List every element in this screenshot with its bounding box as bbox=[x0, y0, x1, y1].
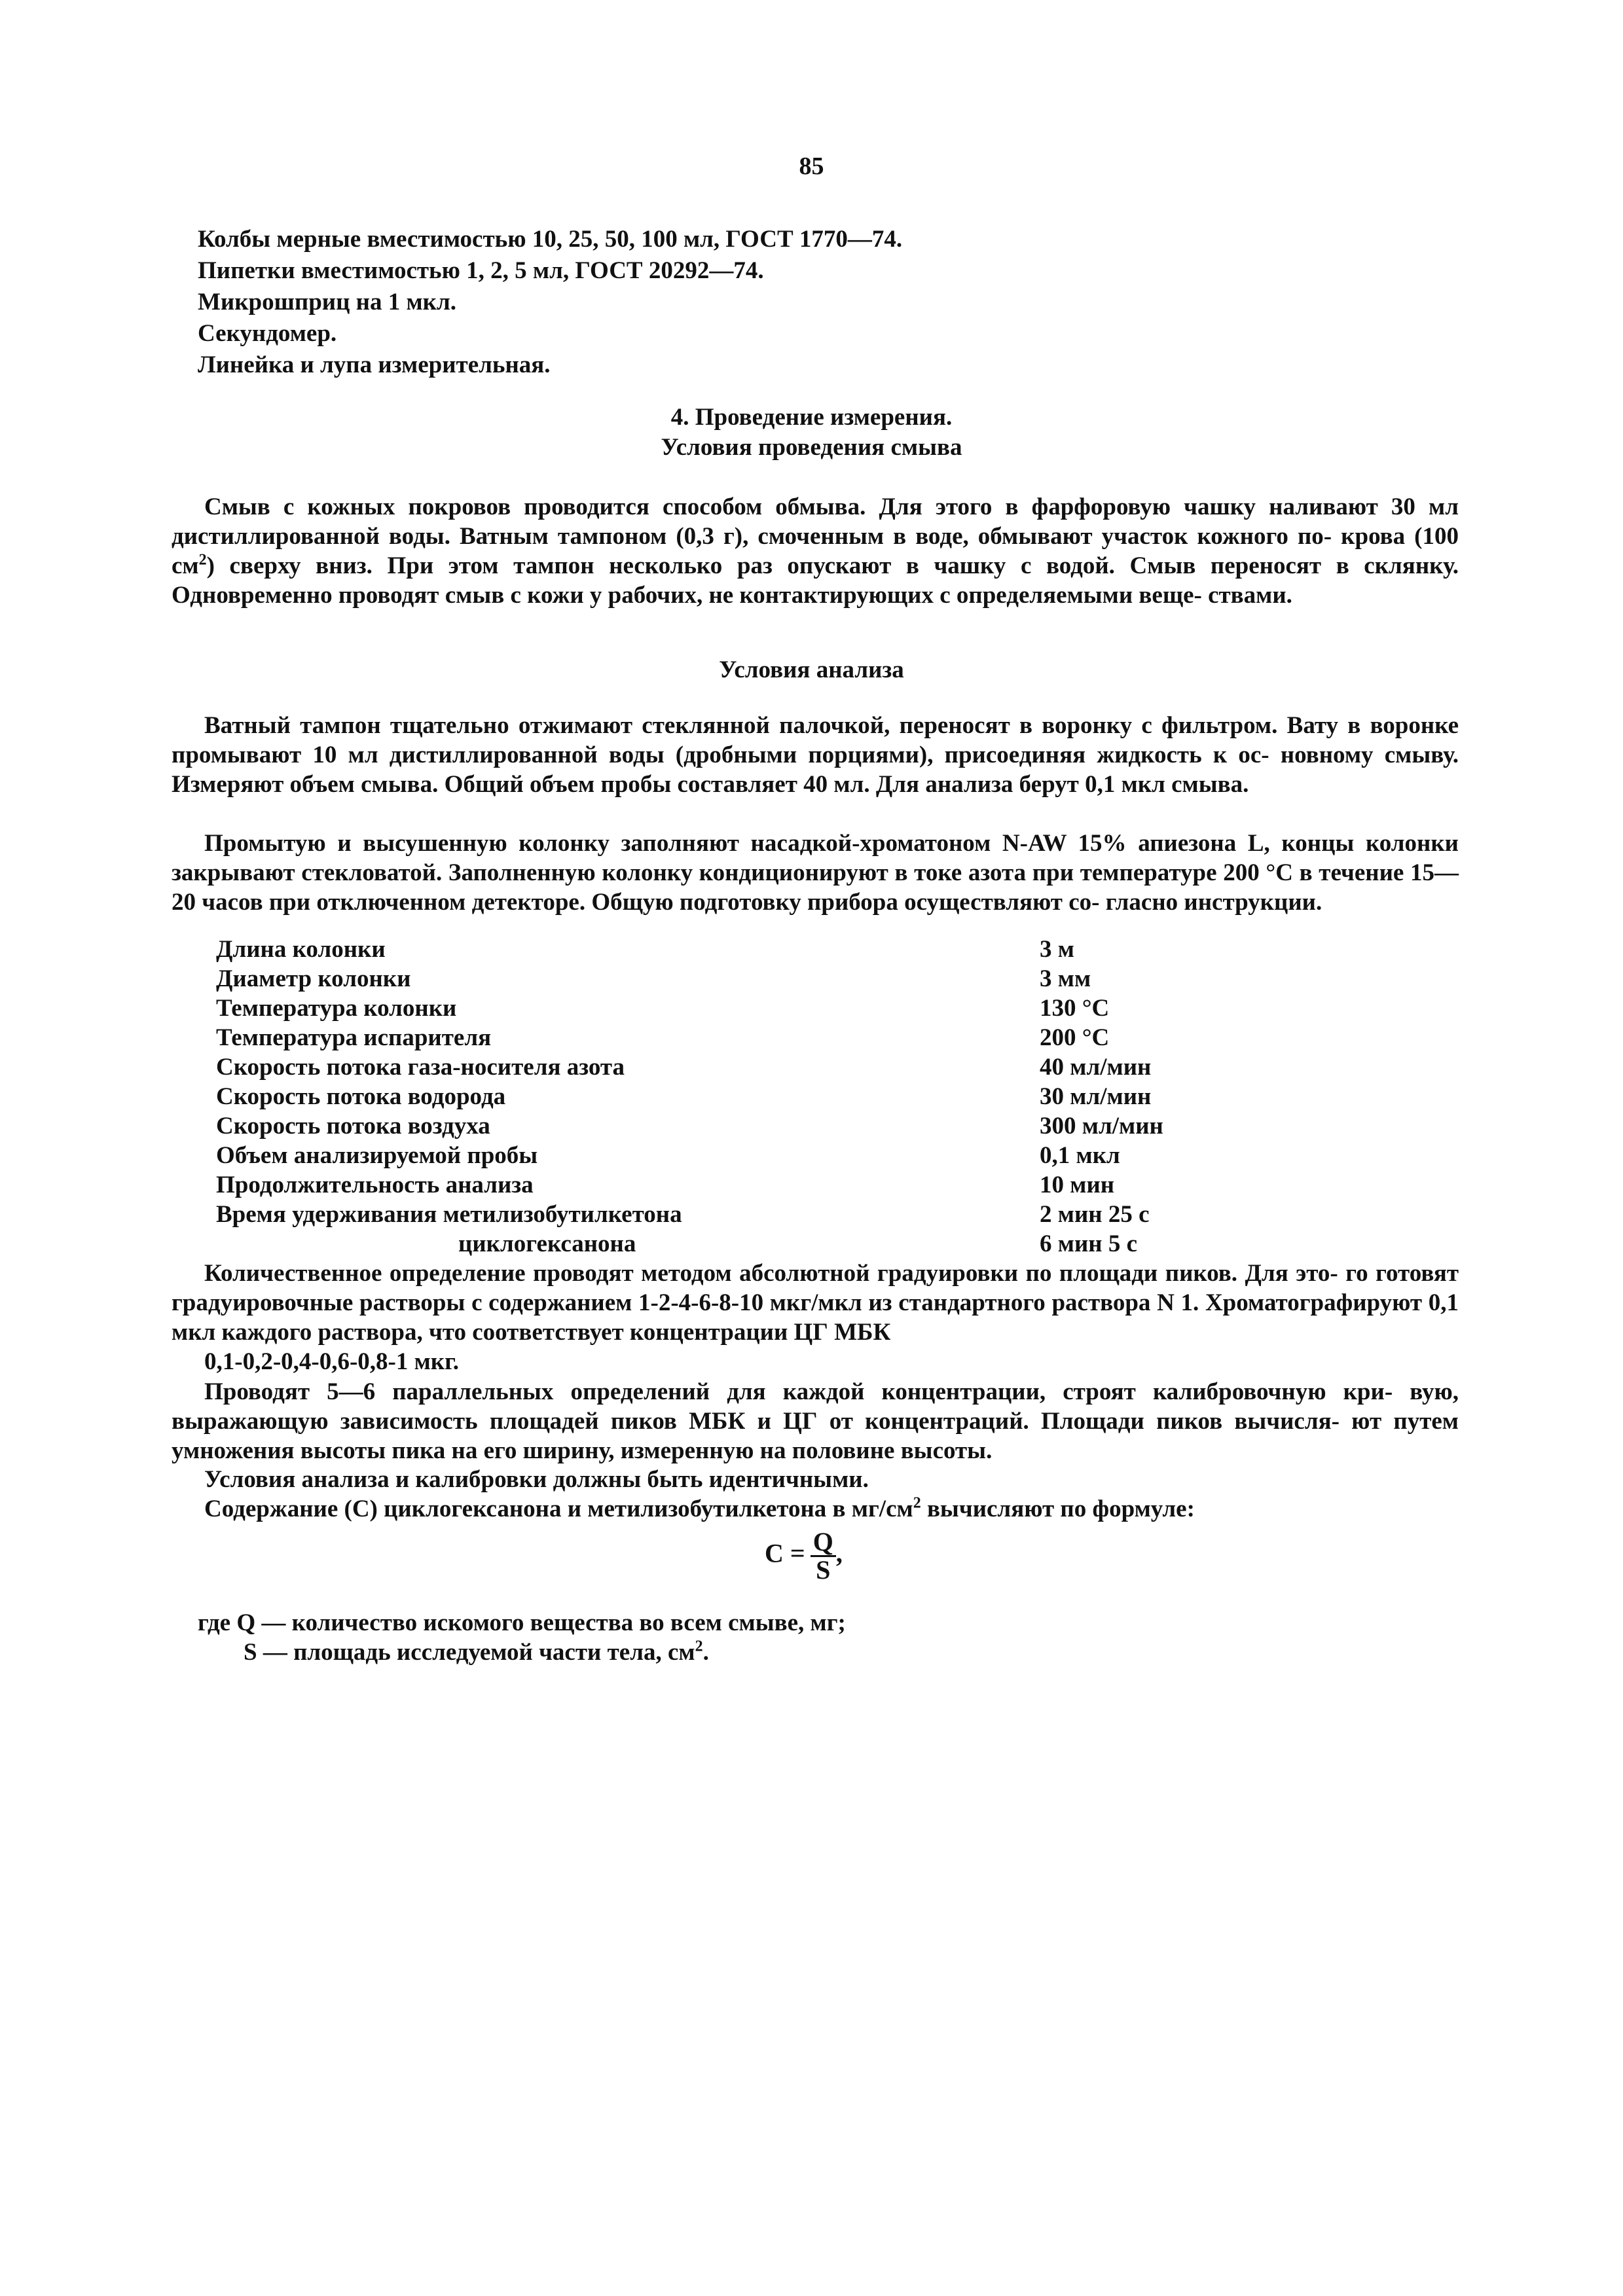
param-value: 3 м bbox=[1040, 936, 1074, 963]
param-label: Время удерживания метилизобутилкетона bbox=[216, 1201, 682, 1228]
where-s: S — площадь исследуемой части тела, $см^2$. bbox=[244, 1638, 709, 1666]
analysis-paragraph-1: Ватный тампон тщательно отжимают стеклянной палочкой, переносят в воронку с фильтром. Вату в воронке промывают 10 мл дистиллированной воды (дробными порциями), присоединяя жидкость к ос- новному смыву. Измеряют объем смыва. Общий объем пробы составляет 40 мл. Для анализа берут 0,1 мкл смыва. bbox=[172, 712, 1459, 798]
param-value: 3 мм bbox=[1040, 965, 1091, 992]
formula-numerator: Q bbox=[811, 1529, 836, 1557]
concentration-line: 0,1-0,2-0,4-0,6-0,8-1 мкг. bbox=[204, 1348, 460, 1375]
analysis-title: Условия анализа bbox=[719, 656, 904, 683]
param-label: Температура испарителя bbox=[216, 1024, 492, 1051]
param-value: 40 мл/мин bbox=[1040, 1054, 1152, 1081]
param-value: 10 мин bbox=[1040, 1172, 1115, 1198]
param-label: Длина колонки bbox=[216, 936, 386, 963]
identical-note: Условия анализа и калибровки должны быть идентичными. bbox=[204, 1466, 869, 1493]
param-value: 2 мин 25 с bbox=[1040, 1201, 1150, 1228]
where-q: где Q — количество искомого вещества во всем смыве, мг; bbox=[198, 1609, 846, 1636]
param-label: Объем анализируемой пробы bbox=[216, 1142, 538, 1169]
page-number: 85 bbox=[799, 152, 824, 180]
analysis-paragraph-2: Промытую и высушенную колонку заполняют насадкой-хроматоном N-AW 15% апиезона L, концы колонки закрывают стекловатой. Заполненную колонку кондиционируют в токе азота при температуре 200 °С в течение 15—20 часов при отключенном детекторе. Общую подготовку прибора осуществляют со- гласно инструкции. bbox=[172, 830, 1459, 916]
param-value: 130 °С bbox=[1040, 995, 1110, 1022]
param-label: Скорость потока воздуха bbox=[216, 1113, 490, 1139]
equipment-item: Линейка и лупа измерительная. bbox=[198, 351, 551, 378]
param-label: циклогексанона bbox=[458, 1230, 636, 1257]
formula-fraction bbox=[811, 1529, 836, 1583]
param-value: 200 °С bbox=[1040, 1024, 1110, 1051]
param-label: Продолжительность анализа bbox=[216, 1172, 534, 1198]
equipment-item: Колбы мерные вместимостью 10, 25, 50, 100 мл, ГОСТ 1770—74. bbox=[198, 226, 903, 253]
calib-paragraph: Проводят 5—6 параллельных определений для каждой концентрации, строят калибровочную кри- вую, выражающую зависимость площадей пиков МБК и ЦГ от концентраций. Площади пиков вычисля- ют путем умножения высоты пика на его ширину, измеренную на половине высоты. bbox=[172, 1378, 1459, 1464]
formula-denominator: S bbox=[816, 1555, 831, 1585]
wash-paragraph: Смыв с кожных покровов проводится способом обмыва. Для этого в фарфоровую чашку наливают 30 мл дистиллированной воды. Ватным тампоном (0,3 г), смоченным в воде, обмывают участок кожного по- крова (100 $см^2$) сверху вниз. При этом тампон несколько раз опускают в чашку с водой. Смыв переносят в склянку. Одновременно проводят смыв с кожи у рабочих, не контактирующих с определяемыми веще- ствами. bbox=[172, 493, 1459, 609]
param-label: Скорость потока водорода bbox=[216, 1083, 506, 1110]
formula-tail: , bbox=[835, 1538, 843, 1568]
param-label: Температура колонки bbox=[216, 995, 457, 1022]
param-value: 0,1 мкл bbox=[1040, 1142, 1120, 1169]
param-value: 300 мл/мин bbox=[1040, 1113, 1163, 1139]
param-label: Диаметр колонки bbox=[216, 965, 411, 992]
formula-lhs: С = bbox=[765, 1538, 805, 1568]
content-sentence: Содержание (С) циклогексанона и метилизобутилкетона в $мг/см^2$ вычисляют по формуле: bbox=[204, 1494, 1195, 1522]
section-subtitle: Условия проведения смыва bbox=[661, 434, 962, 461]
formula bbox=[765, 1529, 843, 1583]
param-value: 30 мл/мин bbox=[1040, 1083, 1152, 1110]
section-title: 4. Проведение измерения. bbox=[670, 404, 953, 431]
equipment-item: Микрошприц на 1 мкл. bbox=[198, 289, 457, 315]
param-value: 6 мин 5 с bbox=[1040, 1230, 1138, 1257]
param-label: Скорость потока газа-носителя азота bbox=[216, 1054, 625, 1081]
equipment-item: Пипетки вместимостью 1, 2, 5 мл, ГОСТ 20292—74. bbox=[198, 257, 764, 284]
equipment-item: Секундомер. bbox=[198, 320, 337, 347]
quant-paragraph: Количественное определение проводят методом абсолютной градуировки по площади пиков. Для это- го готовят градуировочные растворы с содержанием 1-2-4-6-8-10 мкг/мкл из стандартного раствора N 1. Хроматографируют 0,1 мкл каждого раствора, что соответствует концентрации ЦГ МБК bbox=[172, 1260, 1459, 1346]
